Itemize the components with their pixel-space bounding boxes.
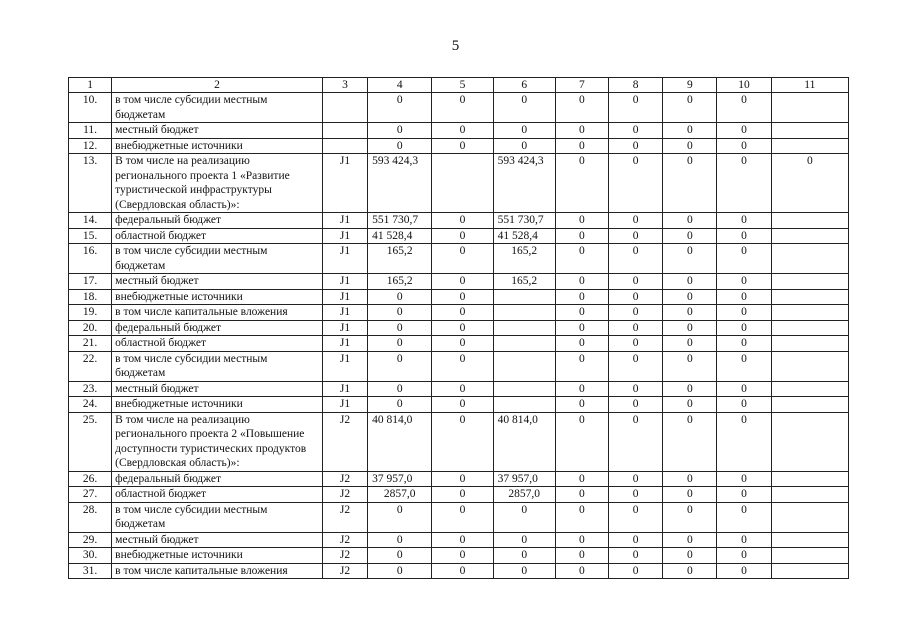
table-row <box>69 123 849 139</box>
cell-value: 0 <box>432 274 493 290</box>
cell-value: 0 <box>717 487 771 503</box>
cell-value: 0 <box>432 93 493 123</box>
cell-value: 0 <box>432 532 493 548</box>
table-row <box>69 305 849 321</box>
cell-value: 0 <box>717 351 771 381</box>
row-code: J2 <box>322 487 367 503</box>
row-code: J1 <box>322 305 367 321</box>
cell-value: 593 424,3 <box>493 154 555 213</box>
cell-value <box>493 336 555 352</box>
cell-value: 0 <box>663 154 717 213</box>
cell-value <box>771 320 848 336</box>
cell-value: 0 <box>555 502 608 532</box>
table-row <box>69 563 849 579</box>
row-label: внебюджетные источники <box>112 289 323 305</box>
cell-value: 0 <box>493 138 555 154</box>
row-code: J1 <box>322 274 367 290</box>
cell-value <box>771 381 848 397</box>
cell-value: 0 <box>368 289 432 305</box>
row-code: J1 <box>322 336 367 352</box>
cell-value: 0 <box>555 244 608 274</box>
cell-value: 0 <box>555 320 608 336</box>
row-label: в том числе субсидии местным бюджетам <box>112 351 323 381</box>
cell-value: 0 <box>609 336 663 352</box>
cell-value: 0 <box>368 563 432 579</box>
cell-value: 0 <box>663 274 717 290</box>
cell-value: 0 <box>663 548 717 564</box>
column-header: 4 <box>368 78 432 93</box>
column-header: 5 <box>432 78 493 93</box>
cell-value: 0 <box>717 548 771 564</box>
cell-value: 0 <box>663 93 717 123</box>
row-label: в том числе субсидии местным бюджетам <box>112 502 323 532</box>
row-number: 13. <box>69 154 112 213</box>
cell-value <box>432 154 493 213</box>
row-number: 27. <box>69 487 112 503</box>
table-row <box>69 336 849 352</box>
cell-value: 0 <box>663 351 717 381</box>
cell-value: 40 814,0 <box>368 412 432 471</box>
cell-value <box>771 548 848 564</box>
row-code: J1 <box>322 213 367 229</box>
row-number: 28. <box>69 502 112 532</box>
cell-value: 0 <box>717 274 771 290</box>
cell-value: 0 <box>432 123 493 139</box>
cell-value: 0 <box>555 305 608 321</box>
row-label: в том числе субсидии местным бюджетам <box>112 244 323 274</box>
cell-value: 0 <box>368 93 432 123</box>
cell-value: 0 <box>663 213 717 229</box>
row-code <box>322 123 367 139</box>
table-row <box>69 548 849 564</box>
page-number: 5 <box>451 38 460 54</box>
cell-value <box>771 351 848 381</box>
cell-value: 0 <box>432 213 493 229</box>
cell-value <box>771 123 848 139</box>
row-number: 21. <box>69 336 112 352</box>
cell-value: 0 <box>609 320 663 336</box>
row-label: местный бюджет <box>112 381 323 397</box>
row-code: J1 <box>322 397 367 413</box>
row-number: 29. <box>69 532 112 548</box>
cell-value <box>493 305 555 321</box>
cell-value: 0 <box>432 471 493 487</box>
cell-value: 0 <box>609 351 663 381</box>
row-code: J1 <box>322 154 367 213</box>
cell-value: 0 <box>493 532 555 548</box>
row-label: областной бюджет <box>112 336 323 352</box>
cell-value: 0 <box>555 228 608 244</box>
row-number: 31. <box>69 563 112 579</box>
cell-value: 0 <box>432 244 493 274</box>
row-label: областной бюджет <box>112 228 323 244</box>
cell-value <box>493 289 555 305</box>
row-code: J1 <box>322 228 367 244</box>
cell-value: 0 <box>432 336 493 352</box>
cell-value: 165,2 <box>493 274 555 290</box>
cell-value: 0 <box>555 397 608 413</box>
cell-value: 0 <box>609 154 663 213</box>
table-row <box>69 351 849 381</box>
cell-value: 0 <box>609 471 663 487</box>
cell-value: 0 <box>432 397 493 413</box>
cell-value: 0 <box>771 154 848 213</box>
cell-value: 0 <box>609 502 663 532</box>
column-header: 9 <box>663 78 717 93</box>
cell-value: 0 <box>663 305 717 321</box>
cell-value: 0 <box>432 487 493 503</box>
cell-value: 2857,0 <box>493 487 555 503</box>
cell-value: 0 <box>555 138 608 154</box>
cell-value: 37 957,0 <box>368 471 432 487</box>
cell-value <box>493 381 555 397</box>
row-number: 26. <box>69 471 112 487</box>
cell-value: 165,2 <box>368 244 432 274</box>
row-number: 15. <box>69 228 112 244</box>
row-code: J2 <box>322 412 367 471</box>
row-code: J1 <box>322 351 367 381</box>
cell-value: 0 <box>432 351 493 381</box>
cell-value: 0 <box>663 289 717 305</box>
column-header: 11 <box>771 78 848 93</box>
cell-value: 0 <box>609 213 663 229</box>
row-code: J2 <box>322 563 367 579</box>
row-label: в том числе субсидии местным бюджетам <box>112 93 323 123</box>
row-label: областной бюджет <box>112 487 323 503</box>
table-row <box>69 320 849 336</box>
cell-value: 0 <box>432 381 493 397</box>
cell-value <box>771 228 848 244</box>
cell-value: 0 <box>368 320 432 336</box>
cell-value: 0 <box>663 412 717 471</box>
cell-value: 0 <box>493 93 555 123</box>
row-number: 14. <box>69 213 112 229</box>
cell-value: 0 <box>663 532 717 548</box>
cell-value: 0 <box>432 548 493 564</box>
cell-value: 0 <box>432 228 493 244</box>
cell-value <box>771 397 848 413</box>
row-label: местный бюджет <box>112 123 323 139</box>
cell-value: 0 <box>555 381 608 397</box>
cell-value <box>493 320 555 336</box>
cell-value: 0 <box>717 532 771 548</box>
row-code <box>322 93 367 123</box>
table-row <box>69 244 849 274</box>
table-row <box>69 502 849 532</box>
row-code: J2 <box>322 532 367 548</box>
cell-value: 0 <box>609 305 663 321</box>
row-label: в том числе капитальные вложения <box>112 305 323 321</box>
cell-value: 0 <box>555 548 608 564</box>
row-label: В том числе на реализацию регионального проекта 2 «Повышение доступности туристических продуктов (Свердловская область)»: <box>112 412 323 471</box>
cell-value: 0 <box>609 548 663 564</box>
row-label: внебюджетные источники <box>112 138 323 154</box>
cell-value <box>771 274 848 290</box>
row-label: местный бюджет <box>112 274 323 290</box>
row-number: 22. <box>69 351 112 381</box>
column-header: 3 <box>322 78 367 93</box>
cell-value <box>771 93 848 123</box>
cell-value: 0 <box>555 93 608 123</box>
cell-value: 2857,0 <box>368 487 432 503</box>
cell-value: 41 528,4 <box>493 228 555 244</box>
cell-value: 0 <box>432 320 493 336</box>
cell-value: 0 <box>555 471 608 487</box>
cell-value: 0 <box>663 502 717 532</box>
row-label: федеральный бюджет <box>112 320 323 336</box>
row-code: J2 <box>322 471 367 487</box>
cell-value: 0 <box>555 336 608 352</box>
budget-table <box>68 77 849 579</box>
row-number: 19. <box>69 305 112 321</box>
cell-value: 0 <box>555 351 608 381</box>
cell-value: 0 <box>663 244 717 274</box>
cell-value: 0 <box>663 471 717 487</box>
table-row <box>69 228 849 244</box>
table-row <box>69 412 849 471</box>
cell-value <box>771 305 848 321</box>
cell-value: 165,2 <box>493 244 555 274</box>
table-row <box>69 213 849 229</box>
table-row <box>69 487 849 503</box>
row-label: федеральный бюджет <box>112 213 323 229</box>
cell-value: 0 <box>717 381 771 397</box>
cell-value: 0 <box>663 228 717 244</box>
cell-value: 40 814,0 <box>493 412 555 471</box>
cell-value: 0 <box>717 563 771 579</box>
row-code: J2 <box>322 548 367 564</box>
cell-value <box>493 351 555 381</box>
cell-value <box>771 471 848 487</box>
cell-value <box>771 336 848 352</box>
row-number: 25. <box>69 412 112 471</box>
table-row <box>69 154 849 213</box>
row-number: 23. <box>69 381 112 397</box>
cell-value: 0 <box>717 412 771 471</box>
column-header: 7 <box>555 78 608 93</box>
table-row <box>69 138 849 154</box>
cell-value: 0 <box>609 412 663 471</box>
table-row <box>69 381 849 397</box>
cell-value: 0 <box>717 213 771 229</box>
cell-value: 0 <box>493 502 555 532</box>
cell-value: 0 <box>368 123 432 139</box>
cell-value: 0 <box>663 381 717 397</box>
cell-value: 0 <box>493 548 555 564</box>
cell-value: 0 <box>663 320 717 336</box>
row-label: в том числе капитальные вложения <box>112 563 323 579</box>
cell-value: 0 <box>717 228 771 244</box>
cell-value: 551 730,7 <box>368 213 432 229</box>
column-header: 10 <box>717 78 771 93</box>
cell-value: 0 <box>555 213 608 229</box>
cell-value: 0 <box>368 138 432 154</box>
cell-value: 0 <box>368 305 432 321</box>
row-number: 20. <box>69 320 112 336</box>
cell-value: 0 <box>432 502 493 532</box>
cell-value: 0 <box>717 154 771 213</box>
cell-value: 0 <box>432 563 493 579</box>
column-header: 1 <box>69 78 112 93</box>
row-number: 10. <box>69 93 112 123</box>
cell-value: 551 730,7 <box>493 213 555 229</box>
cell-value: 0 <box>555 289 608 305</box>
column-header: 6 <box>493 78 555 93</box>
row-number: 17. <box>69 274 112 290</box>
cell-value: 0 <box>368 548 432 564</box>
cell-value: 0 <box>609 397 663 413</box>
cell-value: 0 <box>368 502 432 532</box>
row-code: J1 <box>322 244 367 274</box>
cell-value: 0 <box>609 93 663 123</box>
cell-value: 0 <box>663 397 717 413</box>
cell-value: 0 <box>555 123 608 139</box>
cell-value: 0 <box>555 412 608 471</box>
cell-value: 0 <box>432 289 493 305</box>
cell-value <box>771 502 848 532</box>
cell-value: 0 <box>432 138 493 154</box>
row-label: внебюджетные источники <box>112 548 323 564</box>
row-code <box>322 138 367 154</box>
cell-value: 0 <box>663 336 717 352</box>
cell-value: 0 <box>432 412 493 471</box>
table-row <box>69 274 849 290</box>
table-body <box>69 93 849 579</box>
cell-value: 0 <box>493 123 555 139</box>
row-number: 16. <box>69 244 112 274</box>
cell-value: 0 <box>663 487 717 503</box>
table-row <box>69 289 849 305</box>
cell-value: 0 <box>609 487 663 503</box>
cell-value: 0 <box>609 563 663 579</box>
cell-value: 0 <box>368 381 432 397</box>
column-header: 2 <box>112 78 323 93</box>
cell-value: 0 <box>555 563 608 579</box>
cell-value <box>771 487 848 503</box>
cell-value: 0 <box>609 244 663 274</box>
cell-value: 0 <box>555 532 608 548</box>
row-number: 11. <box>69 123 112 139</box>
cell-value: 0 <box>717 336 771 352</box>
cell-value: 593 424,3 <box>368 154 432 213</box>
column-header: 8 <box>609 78 663 93</box>
cell-value <box>771 532 848 548</box>
cell-value: 0 <box>717 289 771 305</box>
cell-value: 0 <box>555 487 608 503</box>
row-number: 18. <box>69 289 112 305</box>
cell-value: 0 <box>609 532 663 548</box>
row-label: внебюджетные источники <box>112 397 323 413</box>
table-row <box>69 397 849 413</box>
row-number: 30. <box>69 548 112 564</box>
cell-value: 0 <box>663 138 717 154</box>
cell-value: 41 528,4 <box>368 228 432 244</box>
cell-value: 0 <box>493 563 555 579</box>
cell-value: 0 <box>432 305 493 321</box>
cell-value: 165,2 <box>368 274 432 290</box>
table-row <box>69 93 849 123</box>
cell-value: 0 <box>555 154 608 213</box>
cell-value: 0 <box>609 274 663 290</box>
cell-value: 0 <box>717 320 771 336</box>
cell-value: 0 <box>609 381 663 397</box>
row-label: В том числе на реализацию регионального проекта 1 «Развитие туристической инфраструктуры (Свердловская область)»: <box>112 154 323 213</box>
cell-value: 0 <box>717 244 771 274</box>
cell-value <box>771 244 848 274</box>
row-number: 12. <box>69 138 112 154</box>
row-number: 24. <box>69 397 112 413</box>
cell-value: 0 <box>717 93 771 123</box>
cell-value: 0 <box>717 138 771 154</box>
row-code: J1 <box>322 289 367 305</box>
cell-value: 0 <box>663 563 717 579</box>
cell-value: 0 <box>609 289 663 305</box>
cell-value: 0 <box>663 123 717 139</box>
column-number-row <box>69 78 849 93</box>
cell-value: 0 <box>368 351 432 381</box>
cell-value: 0 <box>717 397 771 413</box>
cell-value: 0 <box>368 336 432 352</box>
cell-value: 0 <box>717 123 771 139</box>
cell-value: 0 <box>368 532 432 548</box>
cell-value: 0 <box>717 502 771 532</box>
cell-value <box>771 289 848 305</box>
cell-value: 37 957,0 <box>493 471 555 487</box>
row-label: местный бюджет <box>112 532 323 548</box>
table-row <box>69 532 849 548</box>
row-code: J2 <box>322 502 367 532</box>
cell-value <box>493 397 555 413</box>
row-label: федеральный бюджет <box>112 471 323 487</box>
cell-value <box>771 138 848 154</box>
cell-value: 0 <box>555 274 608 290</box>
cell-value <box>771 563 848 579</box>
cell-value: 0 <box>609 138 663 154</box>
cell-value <box>771 412 848 471</box>
row-code: J1 <box>322 320 367 336</box>
row-code: J1 <box>322 381 367 397</box>
cell-value: 0 <box>609 123 663 139</box>
cell-value: 0 <box>717 305 771 321</box>
cell-value: 0 <box>609 228 663 244</box>
cell-value <box>771 213 848 229</box>
table-row <box>69 471 849 487</box>
cell-value: 0 <box>368 397 432 413</box>
cell-value: 0 <box>717 471 771 487</box>
